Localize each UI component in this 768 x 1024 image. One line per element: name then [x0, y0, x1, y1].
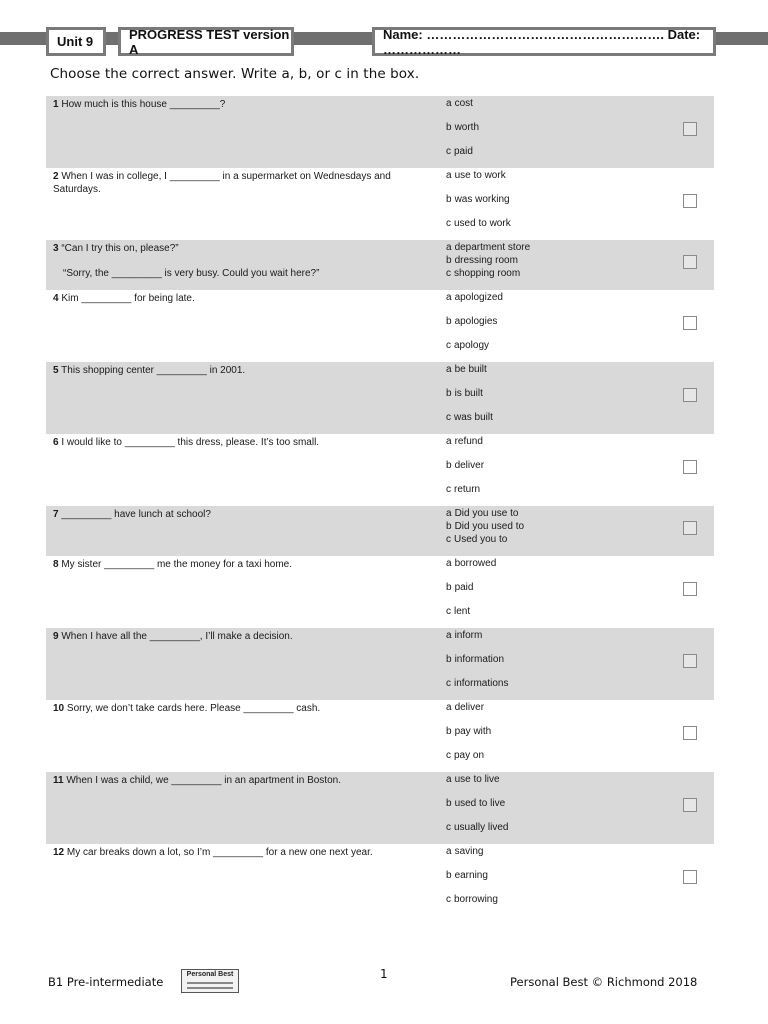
- option-b: [446, 315, 497, 328]
- option-text: Used you to: [454, 534, 508, 545]
- option-text: pay on: [454, 750, 485, 761]
- option-c: [446, 533, 507, 546]
- option-b: [446, 653, 504, 666]
- answer-box[interactable]: [683, 582, 697, 596]
- answer-box[interactable]: [683, 316, 697, 330]
- name-date-field[interactable]: [372, 27, 716, 56]
- question-number: 12: [53, 847, 65, 858]
- option-b: [446, 254, 518, 267]
- question-stem: How much is this house _________?: [61, 99, 226, 110]
- question-number: 2: [53, 171, 59, 182]
- question-number: 8: [53, 559, 59, 570]
- option-letter: b: [446, 388, 452, 399]
- option-text: use to live: [454, 774, 500, 785]
- option-text: informations: [454, 678, 509, 689]
- option-b: [446, 520, 524, 533]
- option-a: [446, 97, 473, 110]
- option-a: [446, 557, 496, 570]
- option-text: used to live: [454, 798, 506, 809]
- question-row: [46, 96, 714, 168]
- option-text: pay with: [454, 726, 492, 737]
- question-row: [46, 556, 714, 628]
- option-text: Did you use to: [454, 508, 519, 519]
- option-letter: b: [446, 460, 452, 471]
- option-letter: a: [446, 630, 452, 641]
- option-b: [446, 797, 505, 810]
- question-stem: My car breaks down a lot, so I’m _________ for a new one next year.: [66, 847, 373, 858]
- option-c: [446, 893, 498, 906]
- option-letter: a: [446, 508, 452, 519]
- option-letter: c: [446, 606, 451, 617]
- option-letter: a: [446, 98, 452, 109]
- option-a: [446, 291, 503, 304]
- option-b: [446, 581, 473, 594]
- question-stem: I would like to _________ this dress, please. It’s too small.: [61, 437, 320, 448]
- option-text: was built: [454, 412, 493, 423]
- option-letter: c: [446, 218, 451, 229]
- option-letter: c: [446, 146, 451, 157]
- question-text: [53, 170, 405, 196]
- option-text: borrowed: [454, 558, 497, 569]
- option-b: [446, 725, 491, 738]
- test-title-box: [118, 27, 294, 56]
- question-text: [53, 242, 405, 280]
- option-text: shopping room: [454, 268, 521, 279]
- option-text: department store: [454, 242, 531, 253]
- option-a: [446, 845, 483, 858]
- option-text: return: [454, 484, 481, 495]
- option-b: [446, 193, 510, 206]
- option-a: [446, 435, 483, 448]
- option-a: [446, 507, 519, 520]
- option-text: used to work: [454, 218, 511, 229]
- question-number: 7: [53, 509, 59, 520]
- option-letter: c: [446, 412, 451, 423]
- option-text: apologized: [454, 292, 503, 303]
- question-number: 3: [53, 243, 59, 254]
- option-text: usually lived: [454, 822, 509, 833]
- option-a: [446, 241, 530, 254]
- option-a: [446, 701, 484, 714]
- option-letter: c: [446, 750, 451, 761]
- question-number: 6: [53, 437, 59, 448]
- name-date-text: Name: ………………………………………………. Date: ………………: [383, 26, 701, 57]
- option-letter: a: [446, 702, 452, 713]
- option-text: cost: [454, 98, 473, 109]
- question-number: 4: [53, 293, 59, 304]
- option-c: [446, 145, 473, 158]
- question-stem: This shopping center _________ in 2001.: [61, 365, 246, 376]
- answer-box[interactable]: [683, 870, 697, 884]
- option-letter: b: [446, 870, 452, 881]
- question-stem: When I was a child, we _________ in an apartment in Boston.: [66, 775, 341, 786]
- option-c: [446, 677, 508, 690]
- question-row: [46, 434, 714, 506]
- option-text: paid: [454, 582, 474, 593]
- answer-box[interactable]: [683, 798, 697, 812]
- option-b: [446, 121, 479, 134]
- question-number: 9: [53, 631, 59, 642]
- option-b: [446, 387, 483, 400]
- option-letter: a: [446, 558, 452, 569]
- instructions: Choose the correct answer. Write a, b, or c in the box.: [50, 66, 420, 82]
- option-letter: c: [446, 678, 451, 689]
- question-text: [53, 630, 405, 643]
- option-letter: b: [446, 316, 452, 327]
- question-text: [53, 558, 405, 571]
- option-c: [446, 217, 511, 230]
- question-stem: _________ have lunch at school?: [61, 509, 211, 520]
- option-text: paid: [454, 146, 473, 157]
- answer-box[interactable]: [683, 194, 697, 208]
- answer-box[interactable]: [683, 521, 697, 535]
- option-letter: c: [446, 268, 451, 279]
- option-text: earning: [454, 870, 488, 881]
- question-text: [53, 436, 405, 449]
- answer-box[interactable]: [683, 122, 697, 136]
- question-stem: When I have all the _________, I’ll make a decision.: [61, 631, 293, 642]
- question-number: 1: [53, 99, 59, 110]
- footer-copyright: Personal Best © Richmond 2018: [510, 975, 698, 989]
- option-letter: a: [446, 846, 452, 857]
- option-letter: c: [446, 340, 451, 351]
- question-row: [46, 628, 714, 700]
- question-stem: Sorry, we don’t take cards here. Please _________ cash.: [66, 703, 321, 714]
- question-text: [53, 774, 405, 787]
- logo-text: Personal Best: [186, 971, 234, 978]
- option-letter: a: [446, 242, 452, 253]
- option-text: worth: [454, 122, 480, 133]
- question-text: [53, 508, 405, 521]
- option-letter: c: [446, 894, 451, 905]
- option-c: [446, 339, 489, 352]
- question-number: 10: [53, 703, 65, 714]
- question-row: [46, 506, 714, 556]
- option-a: [446, 169, 506, 182]
- option-letter: c: [446, 534, 451, 545]
- question-row: [46, 700, 714, 772]
- question-number: 5: [53, 365, 59, 376]
- answer-box[interactable]: [683, 388, 697, 402]
- option-letter: b: [446, 122, 452, 133]
- option-a: [446, 629, 482, 642]
- question-stem: When I was in college, I _________ in a supermarket on Wednesdays and Saturdays.: [53, 171, 391, 195]
- question-stem: “Can I try this on, please?”: [61, 243, 179, 254]
- question-text: [53, 98, 405, 111]
- option-a: [446, 773, 500, 786]
- option-letter: a: [446, 436, 452, 447]
- option-letter: a: [446, 170, 452, 181]
- option-b: [446, 869, 488, 882]
- option-a: [446, 363, 487, 376]
- option-text: inform: [454, 630, 483, 641]
- question-stem: My sister _________ me the money for a taxi home.: [61, 559, 293, 570]
- option-letter: b: [446, 521, 452, 532]
- test-title: PROGRESS TEST version A: [129, 26, 290, 57]
- unit-label: [46, 27, 106, 56]
- footer-level: B1 Pre-intermediate: [48, 975, 164, 989]
- option-text: saving: [454, 846, 484, 857]
- question-row: [46, 362, 714, 434]
- logo-stripe: [187, 982, 233, 984]
- question-row: [46, 168, 714, 240]
- option-letter: c: [446, 484, 451, 495]
- question-text: [53, 702, 405, 715]
- option-text: apology: [454, 340, 490, 351]
- option-letter: b: [446, 582, 452, 593]
- question-dialogue-line: “Sorry, the _________ is very busy. Could you wait here?”: [63, 268, 320, 279]
- question-text: [53, 292, 405, 305]
- option-letter: a: [446, 364, 452, 375]
- question-text: [53, 846, 405, 859]
- option-text: Did you used to: [454, 521, 525, 532]
- question-row: [46, 844, 714, 916]
- option-text: borrowing: [454, 894, 498, 905]
- option-text: deliver: [454, 460, 485, 471]
- option-c: [446, 411, 493, 424]
- answer-box[interactable]: [683, 460, 697, 474]
- question-text: [53, 364, 405, 377]
- option-c: [446, 749, 484, 762]
- personal-best-logo: [181, 969, 239, 993]
- option-letter: b: [446, 726, 452, 737]
- logo-stripe: [187, 987, 233, 989]
- option-letter: a: [446, 774, 452, 785]
- page-number: 1: [380, 967, 388, 981]
- question-number: 11: [53, 775, 64, 786]
- option-text: dressing room: [454, 255, 518, 266]
- option-letter: b: [446, 255, 452, 266]
- option-text: be built: [454, 364, 487, 375]
- option-text: use to work: [454, 170, 506, 181]
- option-text: was working: [454, 194, 510, 205]
- option-text: deliver: [454, 702, 485, 713]
- option-c: [446, 267, 520, 280]
- option-letter: c: [446, 822, 451, 833]
- option-text: is built: [454, 388, 483, 399]
- question-stem: Kim _________ for being late.: [61, 293, 195, 304]
- option-c: [446, 483, 480, 496]
- option-letter: b: [446, 654, 452, 665]
- option-c: [446, 605, 470, 618]
- questions-table: [46, 96, 714, 916]
- option-c: [446, 821, 508, 834]
- option-b: [446, 459, 484, 472]
- option-letter: b: [446, 798, 452, 809]
- option-letter: b: [446, 194, 452, 205]
- option-text: lent: [454, 606, 471, 617]
- question-row: [46, 772, 714, 844]
- question-row: [46, 290, 714, 362]
- answer-box[interactable]: [683, 654, 697, 668]
- question-row: [46, 240, 714, 290]
- option-text: apologies: [454, 316, 498, 327]
- answer-box[interactable]: [683, 726, 697, 740]
- option-text: refund: [454, 436, 483, 447]
- answer-box[interactable]: [683, 255, 697, 269]
- unit-text: Unit 9: [57, 34, 94, 49]
- option-letter: a: [446, 292, 452, 303]
- option-text: information: [454, 654, 505, 665]
